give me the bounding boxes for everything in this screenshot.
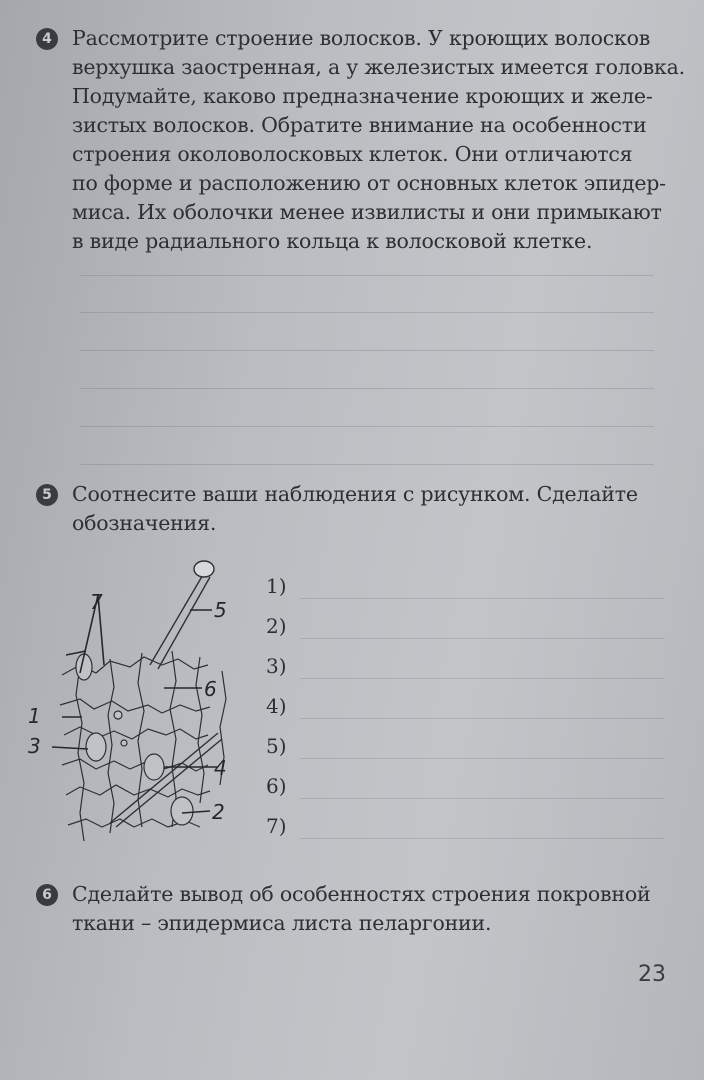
text-line: по форме и расположению от основных клеток эпидер- — [72, 171, 666, 195]
answer-line[interactable] — [300, 718, 664, 719]
answer-number: 2) — [266, 614, 287, 638]
writing-line[interactable] — [80, 388, 654, 389]
task-6-text — [72, 880, 674, 938]
figure-label-6: 6 — [204, 677, 217, 701]
text-line: миса. Их оболочки менее извилисты и они примыкают — [72, 200, 662, 224]
answer-number: 7) — [266, 814, 287, 838]
writing-line[interactable] — [80, 464, 654, 465]
answer-line[interactable] — [300, 678, 664, 679]
answer-number: 5) — [266, 734, 287, 758]
answer-line[interactable] — [300, 838, 664, 839]
task-number-badge: 4 — [36, 28, 58, 50]
figure-label-1: 1 — [28, 704, 41, 728]
answer-list — [266, 572, 287, 852]
writing-line[interactable] — [80, 275, 654, 276]
answer-number: 3) — [266, 654, 287, 678]
writing-line[interactable] — [80, 312, 654, 313]
figure-labels — [28, 590, 227, 824]
text-line: в виде радиального кольца к волосковой клетке. — [72, 229, 593, 253]
text-line: верхушка заостренная, а у железистых имеется головка. — [72, 55, 685, 79]
figure-label-7: 7 — [90, 590, 103, 614]
hair-glandular — [150, 561, 214, 669]
figure-label-2: 2 — [212, 800, 225, 824]
text-line: зистых волосков. Обратите внимание на особенности — [72, 113, 647, 137]
figure-label-3: 3 — [28, 734, 41, 758]
task-5 — [36, 480, 674, 538]
hair-covering — [110, 733, 222, 827]
writing-line[interactable] — [80, 350, 654, 351]
text-line: ткани – эпидермиса листа пеларгонии. — [72, 911, 492, 935]
text-line: Сделайте вывод об особенностях строения покровной — [72, 882, 651, 906]
figure-label-4: 4 — [214, 756, 227, 780]
writing-line[interactable] — [80, 426, 654, 427]
task-4 — [36, 24, 685, 256]
text-line: Подумайте, каково предназначение кроющих и желе- — [72, 84, 653, 108]
leader-lines — [52, 595, 218, 813]
text-line: Соотнесите ваши наблюдения с рисунком. Сделайте — [72, 482, 638, 506]
task-number-badge: 5 — [36, 484, 58, 506]
task-6 — [36, 880, 674, 938]
task-number-badge: 6 — [36, 884, 58, 906]
epidermis-figure — [22, 555, 252, 865]
task-4-text — [72, 24, 685, 256]
text-line: обозначения. — [72, 511, 217, 535]
text-line: Рассмотрите строение волосков. У кроющих волосков — [72, 26, 651, 50]
text-line: строения околоволосковых клеток. Они отличаются — [72, 142, 633, 166]
answer-number: 6) — [266, 774, 287, 798]
answer-line[interactable] — [300, 798, 664, 799]
answer-line[interactable] — [300, 638, 664, 639]
figure-label-5: 5 — [214, 598, 227, 622]
task-5-text — [72, 480, 674, 538]
answer-number: 4) — [266, 694, 287, 718]
answer-number: 1) — [266, 574, 287, 598]
page-number: 23 — [638, 962, 666, 987]
answer-line[interactable] — [300, 598, 664, 599]
answer-line[interactable] — [300, 758, 664, 759]
